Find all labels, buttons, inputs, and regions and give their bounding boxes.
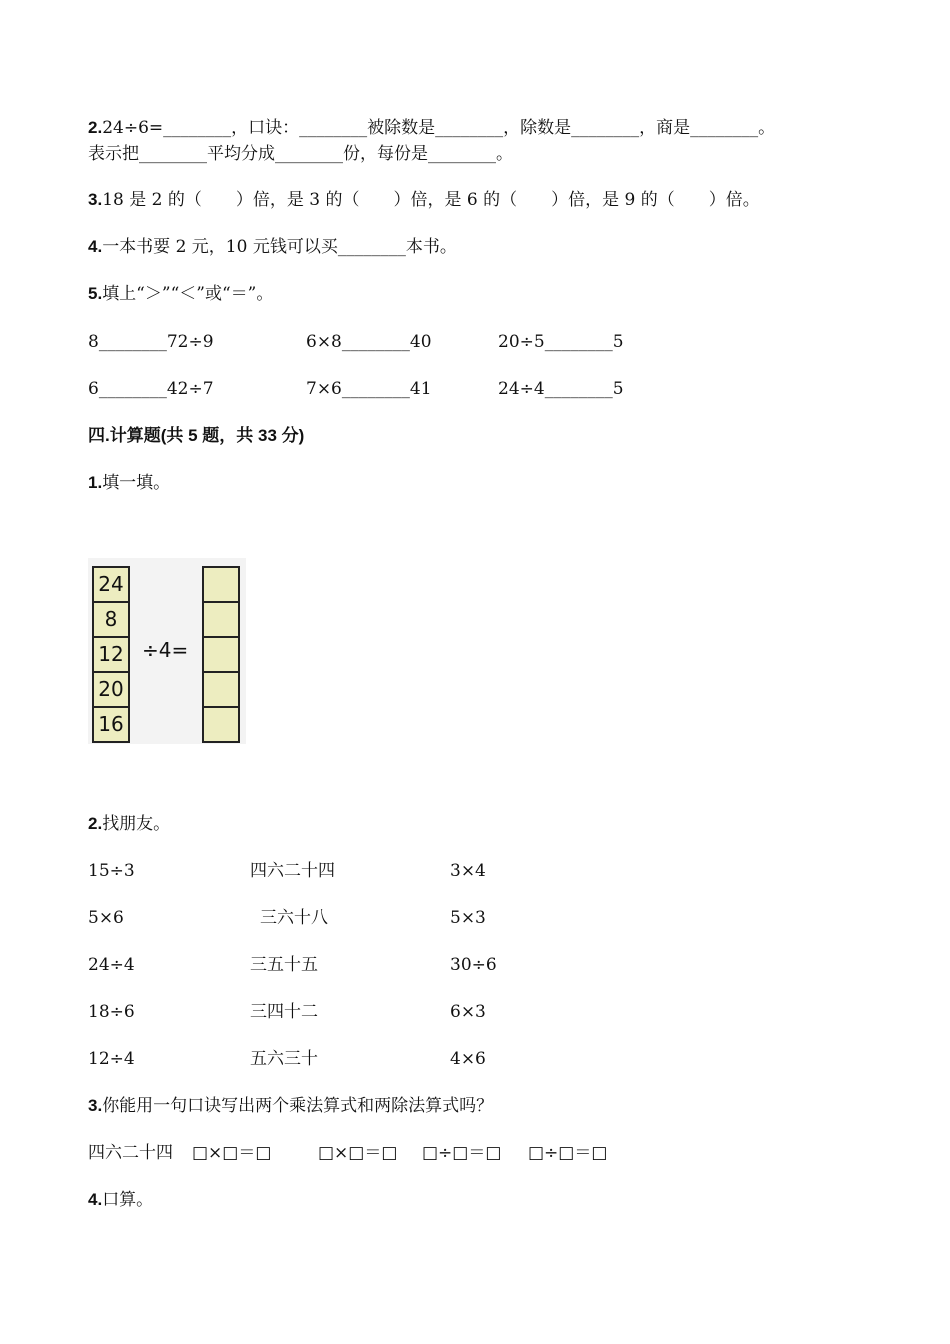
question-number: 5. bbox=[88, 284, 103, 303]
dividend-box: 24 bbox=[94, 568, 128, 603]
match-item: 三六十八 bbox=[260, 908, 328, 928]
equation-slot[interactable]: □×□＝□ bbox=[318, 1143, 398, 1163]
match-item: 12÷4 bbox=[88, 1049, 135, 1069]
question-number: 4. bbox=[88, 1190, 103, 1209]
question-number: 2. bbox=[88, 814, 103, 833]
match-item: 3×4 bbox=[450, 861, 486, 881]
match-item: 30÷6 bbox=[450, 955, 497, 975]
dividend-box: 20 bbox=[94, 673, 128, 708]
answer-column bbox=[202, 566, 240, 743]
compare-item: 24÷4________5 bbox=[498, 379, 624, 399]
question-4 bbox=[88, 235, 457, 259]
answer-box[interactable] bbox=[204, 568, 238, 603]
dividend-column bbox=[92, 566, 130, 743]
dividend-box: 8 bbox=[94, 603, 128, 638]
match-item: 五六三十 bbox=[250, 1049, 318, 1069]
calc-4 bbox=[88, 1188, 153, 1212]
calc-2 bbox=[88, 812, 170, 836]
division-figure bbox=[88, 558, 246, 744]
question-3 bbox=[88, 188, 760, 212]
question-2-line-1 bbox=[88, 116, 775, 140]
compare-item: 7×6________41 bbox=[306, 379, 432, 399]
answer-box[interactable] bbox=[204, 603, 238, 638]
match-item: 四六二十四 bbox=[250, 861, 335, 881]
question-number: 3. bbox=[88, 1096, 103, 1115]
answer-box[interactable] bbox=[204, 638, 238, 673]
equation-slot[interactable]: □÷□＝□ bbox=[422, 1143, 502, 1163]
rhyme-label: 四六二十四 bbox=[88, 1143, 173, 1163]
question-text: 填一填。 bbox=[102, 473, 171, 493]
compare-item: 20÷5________5 bbox=[498, 332, 624, 352]
question-text: 找朋友。 bbox=[102, 814, 171, 834]
question-number: 1. bbox=[88, 473, 103, 492]
match-item: 6×3 bbox=[450, 1002, 486, 1022]
question-5 bbox=[88, 282, 273, 306]
match-item: 5×6 bbox=[88, 908, 124, 928]
question-text: 口算。 bbox=[102, 1190, 154, 1210]
match-item: 三五十五 bbox=[250, 955, 318, 975]
question-number: 3. bbox=[88, 190, 103, 209]
question-text: 24÷6=________，口诀：________被除数是________，除数是________，商是________。 bbox=[102, 118, 776, 138]
question-text: 一本书要 2 元，10 元钱可以买________本书。 bbox=[102, 237, 457, 257]
compare-item: 6×8________40 bbox=[306, 332, 432, 352]
compare-item: 6________42÷7 bbox=[88, 379, 214, 399]
compare-item: 8________72÷9 bbox=[88, 332, 214, 352]
match-item: 15÷3 bbox=[88, 861, 135, 881]
question-number: 4. bbox=[88, 237, 103, 256]
calc-1 bbox=[88, 471, 170, 495]
match-item: 5×3 bbox=[450, 908, 486, 928]
question-text: 填上“＞”“＜”或“＝”。 bbox=[102, 284, 274, 304]
calc-3 bbox=[88, 1094, 493, 1118]
equation-slot[interactable]: □×□＝□ bbox=[192, 1143, 272, 1163]
match-item: 18÷6 bbox=[88, 1002, 135, 1022]
answer-box[interactable] bbox=[204, 708, 238, 741]
dividend-box: 16 bbox=[98, 712, 124, 736]
match-item: 24÷4 bbox=[88, 955, 135, 975]
section-heading: 四.计算题(共 5 题，共 33 分) bbox=[88, 426, 305, 445]
question-text: 18 是 2 的（ ）倍，是 3 的（ ）倍，是 6 的（ ）倍，是 9 的（ ）倍。 bbox=[102, 190, 760, 210]
dividend-box: 12 bbox=[94, 638, 128, 673]
division-operator: ÷4= bbox=[142, 638, 189, 662]
question-text: 你能用一句口诀写出两个乘法算式和两除法算式吗？ bbox=[102, 1096, 494, 1116]
question-number: 2. bbox=[88, 118, 103, 137]
answer-box[interactable] bbox=[204, 673, 238, 708]
equation-slot[interactable]: □÷□＝□ bbox=[528, 1143, 608, 1163]
match-item: 三四十二 bbox=[250, 1002, 318, 1022]
match-item: 4×6 bbox=[450, 1049, 486, 1069]
question-2-line-2: 表示把________平均分成________份，每份是________。 bbox=[88, 144, 513, 164]
